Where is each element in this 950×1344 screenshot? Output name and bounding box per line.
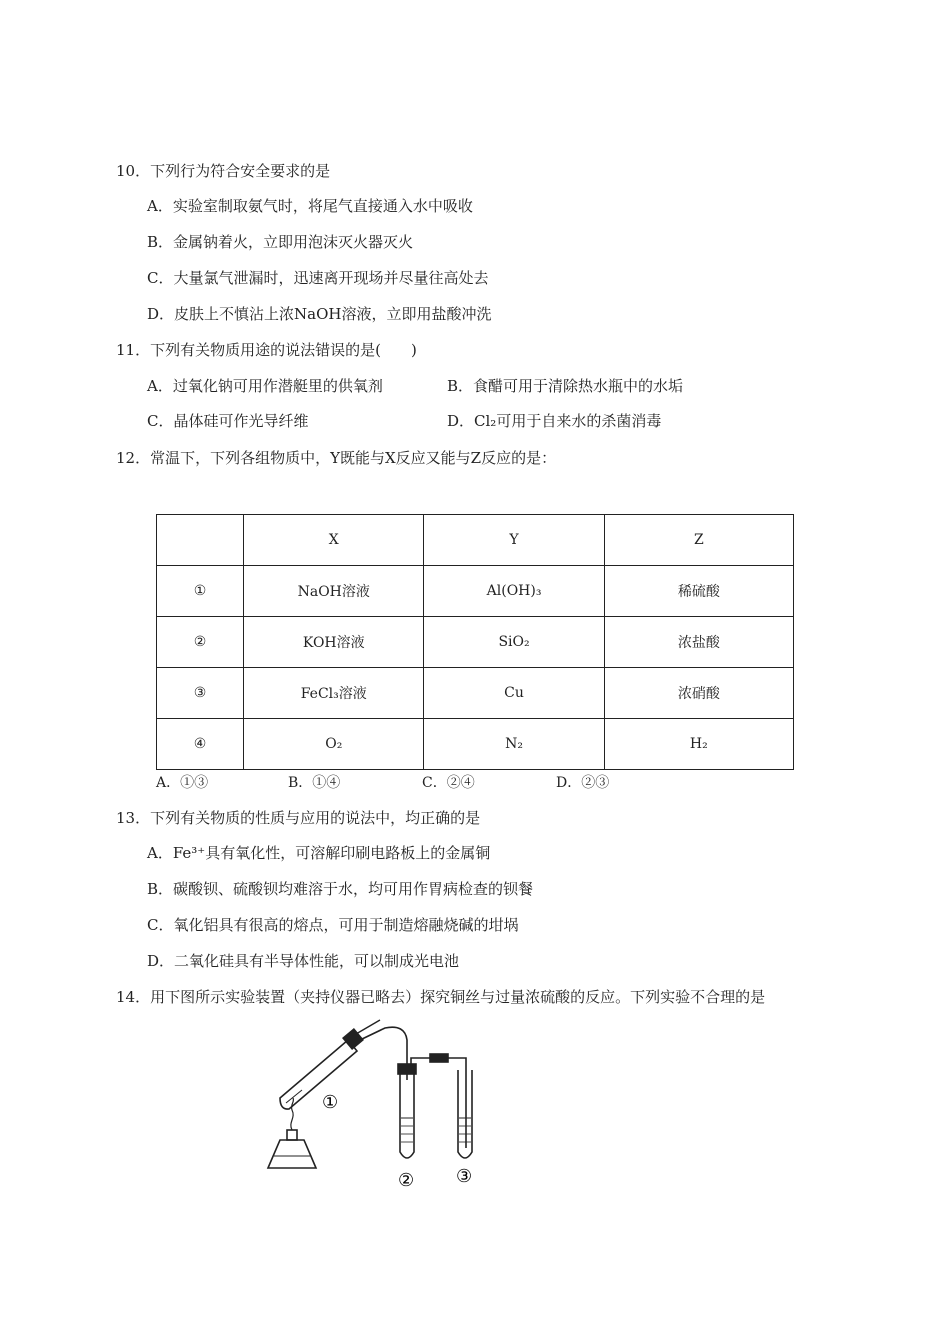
test-tube-2 (400, 1070, 414, 1158)
rubber-joint (430, 1054, 448, 1062)
q14-stem: 14．用下图所示实验装置（夹持仪器已略去）探究铜丝与过量浓硫酸的反应。下列实验不合理的是 (116, 988, 766, 1006)
q13-option-d: D．二氧化硅具有半导体性能，可以制成光电池 (147, 952, 460, 970)
q13-option-c: C．氧化铝具有很高的熔点，可用于制造熔融烧碱的坩埚 (147, 916, 519, 934)
header-cell (157, 515, 244, 566)
flame (291, 1098, 294, 1130)
table-cell: Cu (424, 668, 604, 719)
label-1: ① (322, 1092, 339, 1113)
header-cell: X (244, 515, 424, 566)
label-2: ② (398, 1170, 415, 1191)
q11-option-c: C．晶体硅可作光导纤维 (147, 412, 309, 430)
table-cell: N₂ (424, 719, 604, 770)
q11-stem: 11．下列有关物质用途的说法错误的是( ) (116, 341, 417, 359)
q12-answer-c: C．②④ (422, 775, 475, 791)
q13-stem: 13．下列有关物质的性质与应用的说法中，均正确的是 (116, 809, 481, 827)
experiment-apparatus-diagram (260, 1018, 500, 1198)
q11-option-a: A．过氧化钠可用作潜艇里的供氧剂 (147, 377, 383, 395)
table-cell: NaOH溶液 (244, 566, 424, 617)
header-cell: Z (604, 515, 793, 566)
table-cell: ③ (157, 668, 244, 719)
alcohol-lamp (268, 1140, 316, 1168)
q12-answer-b: B．①④ (288, 775, 341, 791)
q10-option-c: C．大量氯气泄漏时，迅速离开现场并尽量往高处去 (147, 269, 489, 287)
q12-table (156, 514, 794, 770)
table-cell: O₂ (244, 719, 424, 770)
lamp-wick-holder (287, 1130, 297, 1140)
q11-option-b: B．食醋可用于清除热水瓶中的水垢 (447, 377, 684, 395)
stopper-2 (398, 1064, 416, 1074)
q11-option-d: D．Cl₂可用于自来水的杀菌消毒 (447, 412, 662, 430)
table-cell: FeCl₃溶液 (244, 668, 424, 719)
table-row (157, 719, 794, 770)
table-cell: H₂ (604, 719, 793, 770)
table-cell: SiO₂ (424, 617, 604, 668)
q13-option-b: B．碳酸钡、硫酸钡均难溶于水，均可用作胃病检查的钡餐 (147, 880, 534, 898)
q10-stem: 10．下列行为符合安全要求的是 (116, 162, 331, 180)
table-cell: ④ (157, 719, 244, 770)
table-row (157, 566, 794, 617)
q12-answer-d: D．②③ (556, 775, 610, 791)
table-cell: ① (157, 566, 244, 617)
table-row (157, 617, 794, 668)
q13-option-a: A．Fe³⁺具有氧化性，可溶解印刷电路板上的金属铜 (147, 844, 491, 862)
delivery-tube-2 (448, 1058, 466, 1148)
q10-option-b: B．金属钠着火，立即用泡沫灭火器灭火 (147, 233, 414, 251)
table-cell: KOH溶液 (244, 617, 424, 668)
table-cell: Al(OH)₃ (424, 566, 604, 617)
q10-option-a: A．实验室制取氨气时，将尾气直接通入水中吸收 (147, 197, 473, 215)
q12-stem: 12．常温下，下列各组物质中，Y既能与X反应又能与Z反应的是： (116, 449, 557, 467)
table-cell: 稀硫酸 (604, 566, 793, 617)
test-tube-3 (458, 1070, 472, 1158)
label-3: ③ (456, 1166, 473, 1187)
table-cell: 浓盐酸 (604, 617, 793, 668)
table-row (157, 668, 794, 719)
table-cell: ② (157, 617, 244, 668)
q12-answer-a: A．①③ (156, 775, 209, 791)
table-cell: 浓硝酸 (604, 668, 793, 719)
header-cell: Y (424, 515, 604, 566)
q10-option-d: D．皮肤上不慎沾上浓NaOH溶液，立即用盐酸冲洗 (147, 305, 492, 323)
table-header-row (157, 515, 794, 566)
